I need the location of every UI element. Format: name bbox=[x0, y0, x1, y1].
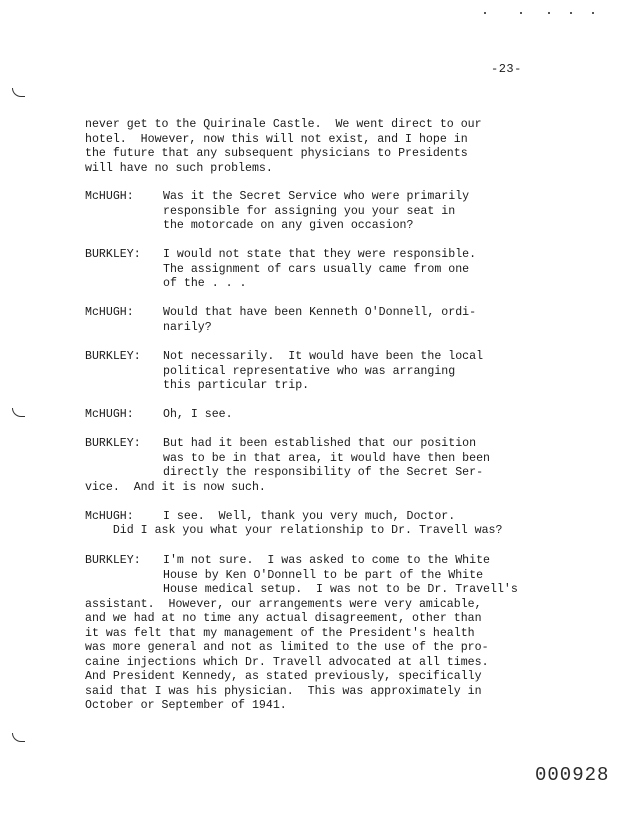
speaker-label: McHUGH: bbox=[85, 408, 134, 421]
text-line: will have no such problems. bbox=[85, 162, 273, 175]
text-line: the motorcade on any given occasion? bbox=[163, 219, 414, 232]
bates-number: 000928 bbox=[535, 764, 610, 786]
text-line: I see. Well, thank you very much, Doctor. bbox=[163, 510, 456, 523]
text-line: was to be in that area, it would have then been bbox=[163, 452, 490, 465]
text-line: it was felt that my management of the President's health bbox=[85, 627, 475, 640]
page-number: -23- bbox=[491, 62, 522, 76]
speaker-label: BURKLEY: bbox=[85, 248, 141, 261]
text-line: House by Ken O'Donnell to be part of the White bbox=[163, 569, 484, 582]
text-line: October or September of 1941. bbox=[85, 699, 287, 712]
text-line: I would not state that they were responsible. bbox=[163, 248, 477, 261]
text-line: was more general and not as limited to the use of the pro- bbox=[85, 641, 489, 654]
text-line: House medical setup. I was not to be Dr. Travell's bbox=[163, 583, 518, 596]
text-line: The assignment of cars usually came from one bbox=[163, 263, 470, 276]
speaker-label: McHUGH: bbox=[85, 306, 134, 319]
scan-speck bbox=[570, 12, 572, 14]
text-line: But had it been established that our position bbox=[163, 437, 477, 450]
binding-hole-mark bbox=[12, 88, 25, 97]
text-line: assistant. However, our arrangements were very amicable, bbox=[85, 598, 482, 611]
text-line: narily? bbox=[163, 321, 212, 334]
speaker-label: BURKLEY: bbox=[85, 350, 141, 363]
scan-speck bbox=[592, 12, 594, 14]
text-line: I'm not sure. I was asked to come to the White bbox=[163, 554, 490, 567]
speaker-label: BURKLEY: bbox=[85, 554, 141, 567]
text-line: vice. And it is now such. bbox=[85, 481, 266, 494]
text-line: Oh, I see. bbox=[163, 408, 233, 421]
text-line: caine injections which Dr. Travell advocated at all times. bbox=[85, 656, 489, 669]
text-line: And President Kennedy, as stated previously, specifically bbox=[85, 670, 482, 683]
text-line: the future that any subsequent physicians to Presidents bbox=[85, 147, 468, 160]
text-line: political representative who was arranging bbox=[163, 365, 456, 378]
text-line: Would that have been Kenneth O'Donnell, ordi- bbox=[163, 306, 477, 319]
scan-speck bbox=[484, 12, 486, 14]
text-line: directly the responsibility of the Secret Ser- bbox=[163, 466, 484, 479]
scan-speck bbox=[520, 12, 522, 14]
text-line: never get to the Quirinale Castle. We went direct to our bbox=[85, 118, 482, 131]
text-line: Did I ask you what your relationship to Dr. Travell was? bbox=[85, 524, 503, 537]
text-line: Not necessarily. It would have been the local bbox=[163, 350, 484, 363]
text-line: said that I was his physician. This was approximately in bbox=[85, 685, 482, 698]
text-line: Was it the Secret Service who were primarily bbox=[163, 190, 470, 203]
speaker-label: McHUGH: bbox=[85, 190, 134, 203]
text-line: responsible for assigning you your seat in bbox=[163, 205, 456, 218]
text-line: this particular trip. bbox=[163, 379, 310, 392]
text-line: of the . . . bbox=[163, 277, 247, 290]
speaker-label: BURKLEY: bbox=[85, 437, 141, 450]
scan-speck bbox=[548, 12, 550, 14]
speaker-label: McHUGH: bbox=[85, 510, 134, 523]
text-line: and we had at no time any actual disagreement, other than bbox=[85, 612, 482, 625]
text-line: hotel. However, now this will not exist, and I hope in bbox=[85, 133, 468, 146]
binding-hole-mark bbox=[12, 733, 25, 742]
binding-hole-mark bbox=[12, 408, 25, 417]
